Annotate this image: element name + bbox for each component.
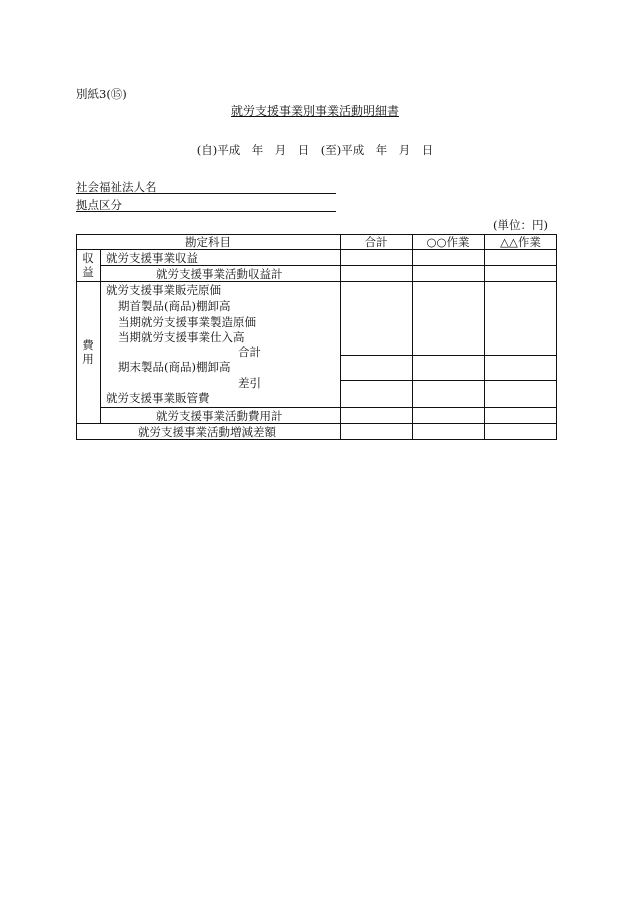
grand-total-label: 就労支援事業活動増減差額 (138, 425, 276, 439)
header-account-item: 勘定科目 (185, 235, 231, 249)
expense-row: 期首製品(商品)棚卸高 (118, 299, 231, 313)
income-row: 就労支援事業収益 (106, 251, 198, 265)
expense-subtotal: 就労支援事業活動費用計 (156, 409, 283, 423)
header-work-b: △△作業 (500, 235, 541, 249)
office-underline (76, 211, 336, 212)
form-number: 別紙3(⑮) (76, 87, 127, 101)
expense-row-total: 合計 (238, 345, 261, 359)
expense-row: 当期就労支援事業仕入高 (118, 330, 245, 344)
document-title: 就労支援事業別事業活動明細書 (230, 104, 399, 118)
header-work-a: ○○作業 (426, 235, 470, 249)
period-line: (自)平成 年 月 日 (至)平成 年 月 日 (196, 143, 434, 157)
expense-row: 就労支援事業販管費 (106, 391, 210, 405)
header-total: 合計 (364, 235, 388, 249)
income-section-label: 収益 (82, 251, 94, 279)
expense-row: 期末製品(商品)棚卸高 (118, 360, 231, 374)
expense-row: 当期就労支援事業製造原価 (118, 315, 256, 329)
expense-row-difference: 差引 (238, 376, 261, 390)
corp-name-label: 社会福祉法人名 (76, 180, 157, 194)
expense-section-label: 費用 (82, 338, 94, 366)
expense-row: 就労支援事業販売原価 (106, 283, 221, 297)
income-subtotal: 就労支援事業活動収益計 (156, 267, 283, 281)
statement-table (76, 234, 557, 440)
office-label: 拠点区分 (76, 198, 122, 212)
corp-name-underline (76, 193, 336, 194)
unit-label: (単位：円) (493, 218, 548, 232)
